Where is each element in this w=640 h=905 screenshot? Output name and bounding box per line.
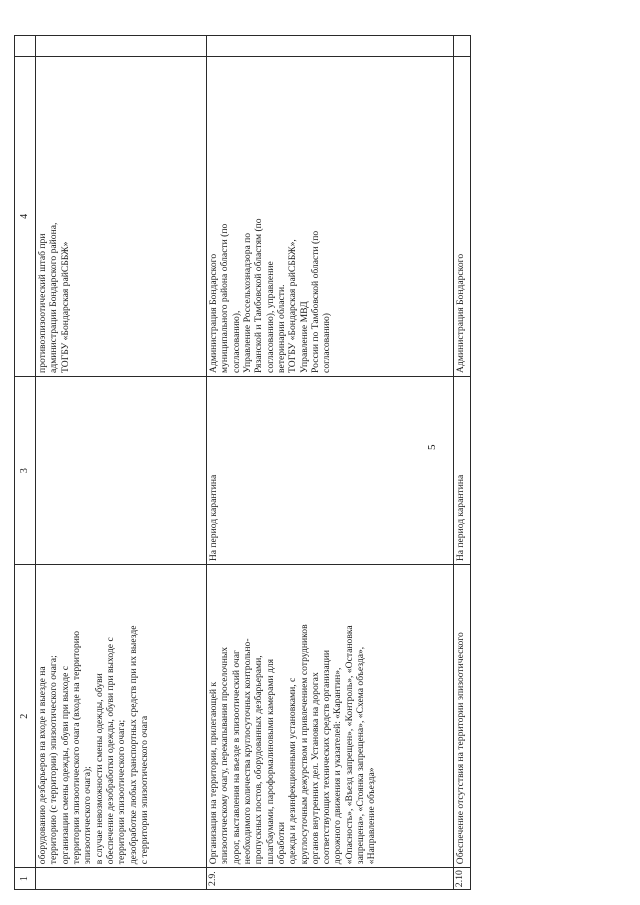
header-col-4: 4 [15, 56, 36, 376]
measure-cell [207, 565, 454, 868]
blank-cell [454, 36, 471, 57]
text-line: Управление МВД [298, 301, 310, 373]
page-number: 5 [426, 444, 438, 450]
text-line: Управление Россельхознадзора по [241, 232, 253, 373]
blank-cell [36, 36, 207, 57]
text-line: соответствующих технических средств организации [321, 649, 333, 865]
header-col-2: 2 [15, 565, 36, 868]
text-line: Администрация Бондарского [208, 253, 219, 373]
text-line: шлагбаумами, пароформалиновыми камерами для [264, 658, 276, 865]
text-line: территории эпизоотического очага; [116, 719, 128, 865]
text-line: дорожного движения и указателей: «Карантин», [332, 667, 344, 865]
text-line: согласованию), [230, 310, 242, 373]
text-line: дезобработке любых транспортных средств при их выезде [127, 625, 139, 865]
text-line: «Опасность», «Въезд запрещен», «Контроль», «Остановка [343, 625, 355, 865]
text-line: дорог, выставления на въезде в эпизоотический очаг [230, 650, 242, 865]
text-line: пропускных постов, оборудованных дезбарьерами, [253, 655, 265, 865]
text-line: Рязанской и Тамбовской областям (по [253, 218, 265, 373]
measure-cell [36, 565, 207, 868]
text-line: согласованию) [321, 313, 333, 373]
text-line: территории эпизоотического очага (входе на территорию [70, 630, 82, 865]
text-line: согласованию), управление [264, 261, 276, 373]
text-line: эпизоотического очага); [82, 766, 94, 865]
responsible-cell [36, 56, 207, 376]
row-number: 2.10 [454, 868, 471, 890]
text-line: обработки [275, 821, 287, 865]
text-line: противоэпизоотический штаб при [37, 233, 48, 373]
header-col-3: 3 [15, 376, 36, 564]
text-line: в случае невозможности смены одежды, обуви [93, 673, 105, 865]
text-line: эпизоотическому очагу, перекапывания проселочных [219, 646, 231, 865]
table-row [207, 36, 454, 890]
responsible-cell [454, 56, 471, 376]
row-number [36, 868, 207, 890]
row-number: 2.9. [207, 868, 454, 890]
text-line: «Направление объезда» [366, 767, 378, 865]
text-line: круглосуточным дежурством и привлечением сотрудников [298, 624, 310, 865]
text-line: ТОГБУ «Бондарская райСББЖ» [59, 241, 71, 373]
text-line: ветеринарии области. [275, 284, 287, 373]
text-line: органов внутренних дел. Установка на дорогах [309, 672, 321, 865]
text-line: Организация на территории, прилегающей к [208, 681, 219, 865]
blank-cell [207, 36, 454, 57]
text-line: обеспечение дезобработки одежды, обуви при выходе с [104, 637, 116, 865]
table-row [454, 36, 471, 890]
measure-cell [454, 565, 471, 868]
text-line: необходимого количества круглосуточных контрольно- [241, 638, 253, 865]
period-cell [36, 376, 207, 564]
text-line: муниципального района области (по [219, 223, 231, 373]
text-line: Администрация Бондарского [455, 253, 466, 373]
table-row [36, 36, 207, 890]
text-line: территорию (с территории) эпизоотического очага; [48, 655, 60, 865]
measures-table [14, 35, 471, 890]
text-line: с территории эпизоотического очага [138, 715, 150, 865]
responsible-cell [207, 56, 454, 376]
text-line: ТОГБУ «Бондарская райСББЖ», [287, 239, 299, 373]
table-header-row [15, 36, 36, 890]
text-line: запрещена», «Стоянка запрещена», «Схема объезда», [355, 646, 367, 865]
text-line: организации смены одежды, обуви при выходе с [59, 665, 71, 865]
header-col-1: 1 [15, 868, 36, 890]
text-line: России по Тамбовской области (по [309, 230, 321, 373]
text-line: одежды и дезинфекционными установками, с [287, 677, 299, 865]
text-line: администрации Бондарского района, [48, 222, 60, 373]
period-cell: На период карантина [454, 376, 471, 564]
text-line: Обеспечение отсутствия на территории эпизоотического [455, 632, 466, 865]
text-line: оборудованию дезбарьеров на входе и выезде на [37, 666, 48, 865]
header-col-5 [15, 36, 36, 57]
period-cell: На период карантина [207, 376, 454, 564]
